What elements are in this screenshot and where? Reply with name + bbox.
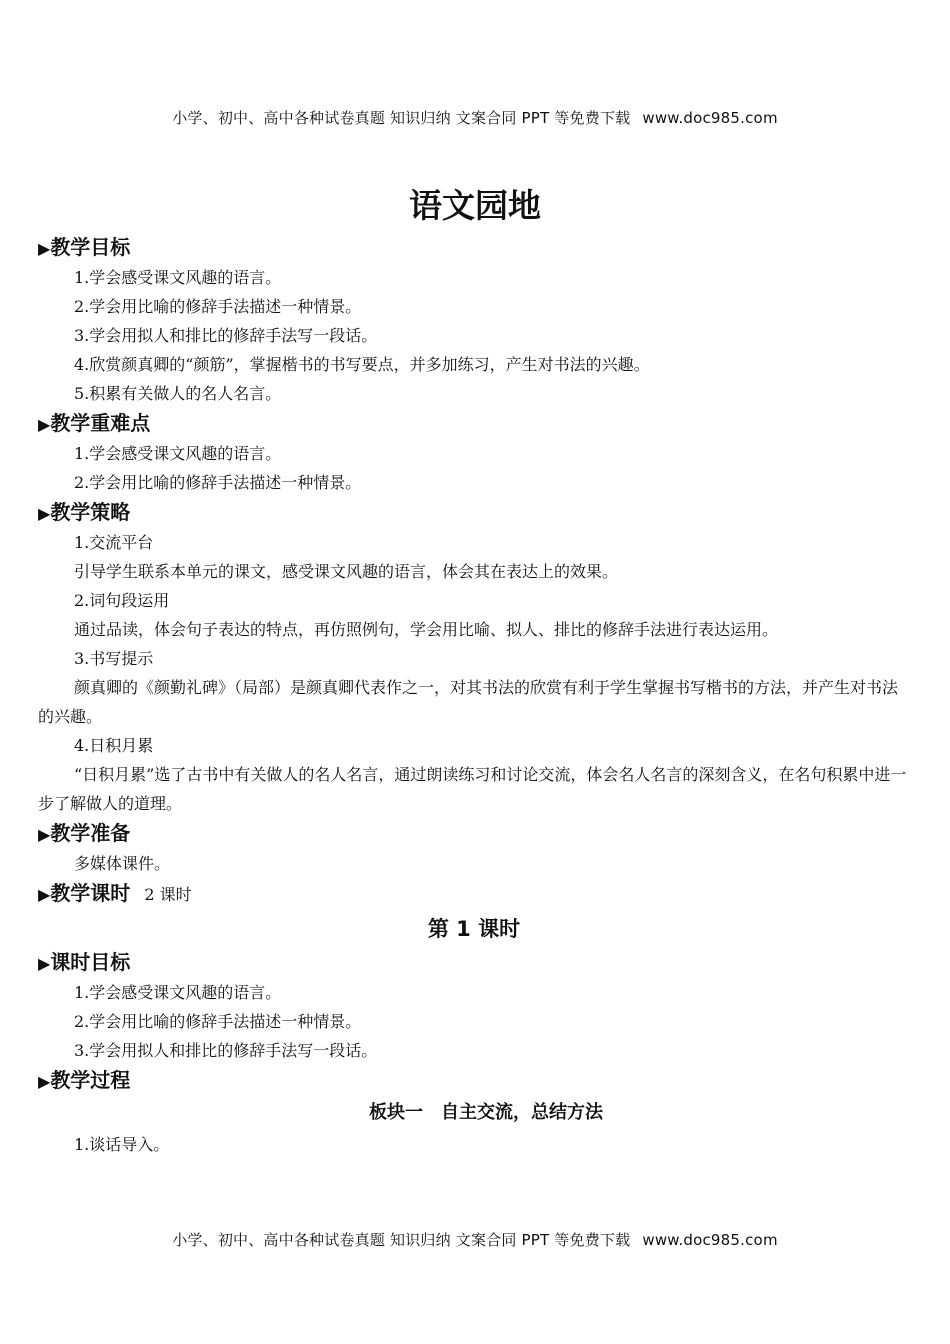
objective-item: 1.学会感受课文风趣的语言。 — [74, 983, 282, 1002]
strategy-label: 2.词句段运用 — [74, 591, 170, 610]
objective-item: 3.学会用拟人和排比的修辞手法写一段话。 — [74, 1041, 378, 1060]
section-heading-objectives: ▶课时目标 — [38, 950, 131, 974]
goal-item: 1.学会感受课文风趣的语言。 — [74, 268, 282, 287]
section-heading-process: ▶教学过程 — [38, 1068, 131, 1092]
section-heading-hours: ▶教学课时 2 课时 — [38, 881, 192, 905]
strategy-text: 引导学生联系本单元的课文，感受课文风趣的语言，体会其在表达上的效果。 — [74, 562, 619, 581]
goal-item: 3.学会用拟人和排比的修辞手法写一段话。 — [74, 326, 378, 345]
banner-url[interactable]: www.doc985.com — [642, 1231, 778, 1249]
process-step: 1.谈话导入。 — [74, 1135, 170, 1154]
strategy-label: 3.书写提示 — [74, 649, 154, 668]
objective-item: 2.学会用比喻的修辞手法描述一种情景。 — [74, 1012, 362, 1031]
goal-item: 2.学会用比喻的修辞手法描述一种情景。 — [74, 297, 362, 316]
preparation-text: 多媒体课件。 — [74, 854, 171, 873]
arrow-icon: ▶ — [38, 504, 51, 523]
lesson-title: 第 1 课时 — [427, 917, 521, 941]
strategy-text: 颜真卿的《颜勤礼碑》（局部）是颜真卿代表作之一，对其书法的欣赏有利于学生掌握书写楷书的方法，并产生对书法的兴趣。 — [38, 678, 899, 726]
goal-item: 5.积累有关做人的名人名言。 — [74, 384, 282, 403]
banner-text: 小学、初中、高中各种试卷真题 知识归纳 文案合同 PPT 等免费下载 — [172, 1231, 631, 1249]
section-heading-goals: ▶教学目标 — [38, 235, 131, 259]
banner-url[interactable]: www.doc985.com — [642, 109, 778, 127]
arrow-icon: ▶ — [38, 1072, 51, 1091]
strategy-text: “日积月累”选了古书中有关做人的名人名言，通过朗读练习和讨论交流，体会名人名言的深刻含义，在名句积累中进一步了解做人的道理。 — [38, 765, 907, 813]
strategy-label: 1.交流平台 — [74, 533, 154, 552]
section-heading-strategy: ▶教学策略 — [38, 500, 131, 524]
strategy-text: 通过品读，体会句子表达的特点，再仿照例句，学会用比喻、拟人、排比的修辞手法进行表达运用。 — [74, 620, 779, 639]
footer-banner — [0, 1229, 950, 1250]
document-body — [38, 232, 910, 1159]
key-point-item: 2.学会用比喻的修辞手法描述一种情景。 — [74, 473, 362, 492]
arrow-icon: ▶ — [38, 954, 51, 973]
block-title: 板块一 自主交流，总结方法 — [369, 1102, 603, 1123]
section-heading-preparation: ▶教学准备 — [38, 821, 131, 845]
header-banner — [0, 107, 950, 128]
arrow-icon: ▶ — [38, 415, 51, 434]
section-heading-key-points: ▶教学重难点 — [38, 411, 151, 435]
banner-text: 小学、初中、高中各种试卷真题 知识归纳 文案合同 PPT 等免费下载 — [172, 109, 631, 127]
arrow-icon: ▶ — [38, 885, 51, 904]
arrow-icon: ▶ — [38, 825, 51, 844]
arrow-icon: ▶ — [38, 239, 51, 258]
key-point-item: 1.学会感受课文风趣的语言。 — [74, 444, 282, 463]
page-title: 语文园地 — [409, 186, 541, 225]
hours-value: 2 课时 — [144, 885, 192, 904]
goal-item: 4.欣赏颜真卿的“颜筋”，掌握楷书的书写要点，并多加练习，产生对书法的兴趣。 — [74, 355, 650, 374]
strategy-label: 4.日积月累 — [74, 736, 154, 755]
